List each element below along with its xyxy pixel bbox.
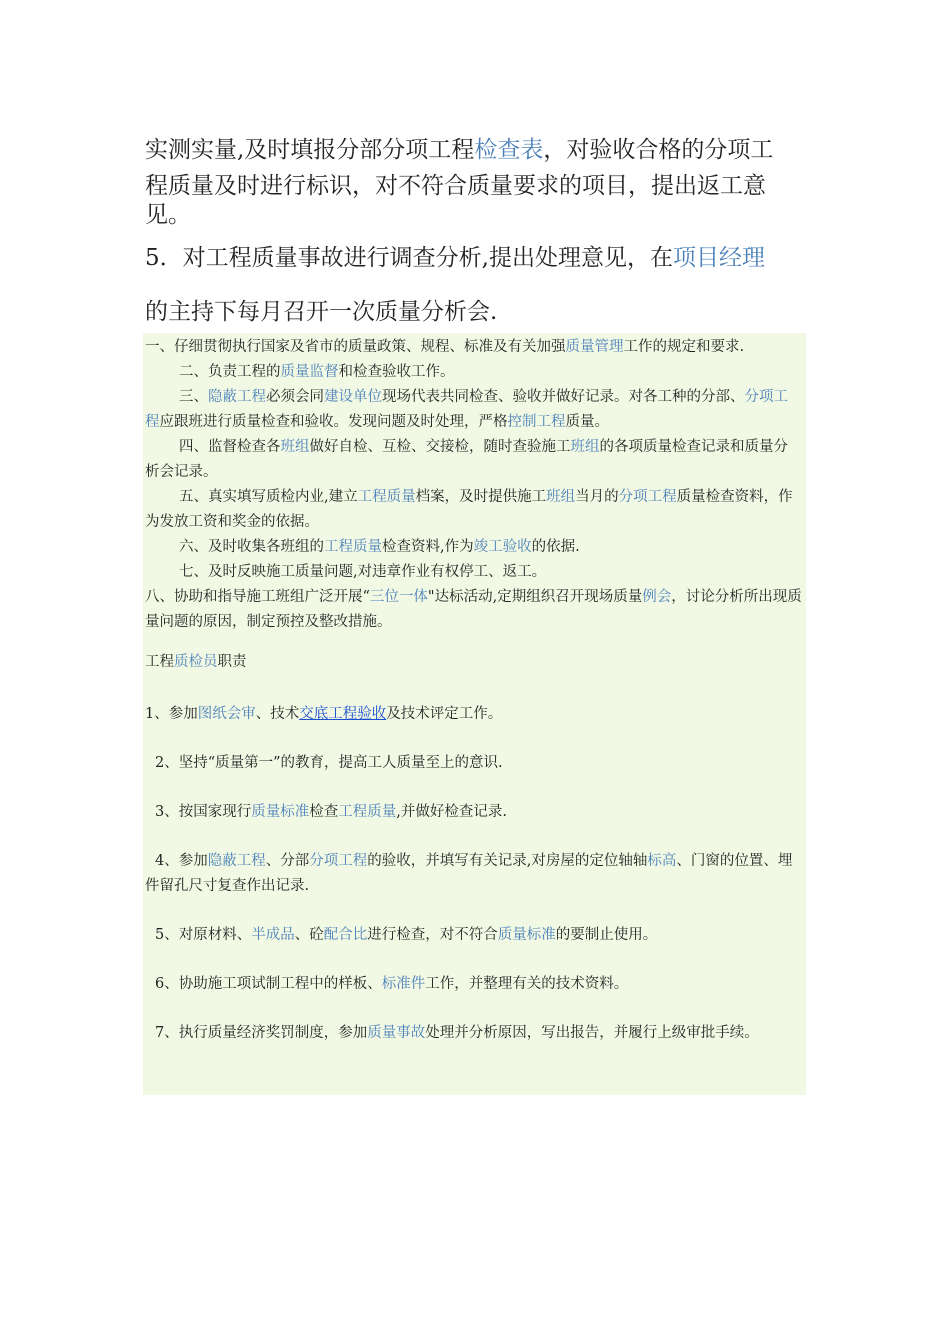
link-project-manager[interactable]: 项目经理 bbox=[672, 245, 765, 271]
resp-item-5: 5、对原材料、半成品、砼配合比进行检查，对不符合质量标准的要制止使用。 bbox=[155, 927, 658, 943]
top-paragraph bbox=[145, 132, 815, 330]
link-sub-item-work[interactable]: 分项工程 bbox=[145, 389, 788, 430]
resp-item-6: 6、协助施工项试制工程中的样板、标准件工作，并整理有关的技术资料。 bbox=[155, 976, 629, 992]
link-construction-unit[interactable]: 建设单位 bbox=[324, 389, 382, 405]
link-quality-standard[interactable]: 质量标准 bbox=[251, 804, 310, 820]
link-three-in-one[interactable]: 三位一体 bbox=[369, 589, 428, 605]
resp-item-4: 4、参加隐蔽工程、分部分项工程的验收，并填写有关记录,对房屋的定位轴轴标高、门窗的位置、埋件留孔尺寸复查作出记录. bbox=[145, 853, 793, 894]
top-line-3: 见。 bbox=[145, 202, 191, 228]
link-regular-meeting[interactable]: 例会 bbox=[642, 589, 672, 605]
link-control[interactable]: 控制 bbox=[507, 414, 537, 430]
link-inspection-form[interactable]: 检查表 bbox=[474, 137, 544, 163]
resp-item-2: 2、坚持“质量第一”的教育，提高工人质量至上的意识. bbox=[155, 755, 503, 771]
link-standard-part[interactable]: 标准件 bbox=[381, 976, 426, 992]
link-team[interactable]: 班组 bbox=[280, 439, 310, 455]
section-title: 工程质检员职责 bbox=[145, 654, 247, 670]
link-project-quality[interactable]: 工程质量 bbox=[324, 539, 382, 555]
link-project-quality[interactable]: 工程质量 bbox=[338, 804, 397, 820]
link-team[interactable]: 班组 bbox=[570, 439, 600, 455]
link-quality-accident[interactable]: 质量事故 bbox=[367, 1025, 426, 1041]
duty-1: 一、仔细贯彻执行国家及省市的质量政策、规程、标准及有关加强质量管理工作的规定和要求. bbox=[145, 339, 745, 355]
link-quality-standard[interactable]: 质量标准 bbox=[497, 927, 556, 943]
link-disclosure[interactable]: 交底 bbox=[299, 706, 329, 722]
link-project[interactable]: 工程 bbox=[536, 414, 566, 430]
resp-item-3: 3、按国家现行质量标准检查工程质量,并做好检查记录. bbox=[155, 804, 507, 820]
duty-2: 二、负责工程的质量监督和检查验收工作。 bbox=[179, 364, 455, 380]
link-sub-item-work[interactable]: 分项工程 bbox=[618, 489, 677, 505]
link-concealed-work[interactable]: 隐蔽工程 bbox=[208, 389, 266, 405]
link-quality-inspector[interactable]: 质检员 bbox=[174, 654, 218, 670]
duty-3: 三、隐蔽工程必须会同建设单位现场代表共同检查、验收并做好记录。对各工种的分部、分项工程应跟班进行质量检查和验收。发现问题及时处理，严格控制工程质量。 bbox=[145, 389, 788, 430]
link-project-quality[interactable]: 工程质量 bbox=[357, 489, 416, 505]
link-elevation[interactable]: 标高 bbox=[647, 853, 677, 869]
duty-4: 四、监督检查各班组做好自检、互检、交接检，随时查验施工班组的各项质量检查记录和质量分析会记录。 bbox=[145, 439, 788, 480]
resp-item-1: 1、参加图纸会审、技术交底工程验收及技术评定工作。 bbox=[145, 706, 503, 722]
duty-6: 六、及时收集各班组的工程质量检查资料,作为竣工验收的依据. bbox=[179, 539, 580, 555]
duty-8: 八、协助和指导施工班组广泛开展“三位一体"达标活动,定期组织召开现场质量例会，讨论分析所出现质量问题的原因，制定预控及整改措施。 bbox=[145, 589, 802, 630]
resp-item-7: 7、执行质量经济奖罚制度，参加质量事故处理并分析原因，写出报告，并履行上级审批手续。 bbox=[155, 1025, 759, 1041]
link-drawing-review[interactable]: 图纸会审 bbox=[197, 706, 256, 722]
duty-5: 五、真实填写质检内业,建立工程质量档案，及时提供施工班组当月的分项工程质量检查资料，作为发放工资和奖金的依据。 bbox=[145, 489, 793, 530]
top-line-1: 实测实量,及时填报分部分项工程检查表，对验收合格的分项工 bbox=[145, 137, 774, 163]
link-concealed-work[interactable]: 隐蔽工程 bbox=[207, 853, 266, 869]
link-quality-supervision[interactable]: 质量监督 bbox=[280, 364, 339, 380]
top-line-4: 5．对工程质量事故进行调查分析,提出处理意见，在项目经理 bbox=[145, 245, 765, 271]
link-completion-acceptance[interactable]: 竣工验收 bbox=[473, 539, 532, 555]
top-line-5: 的主持下每月召开一次质量分析会. bbox=[145, 299, 498, 325]
duties-box bbox=[143, 333, 806, 1095]
top-line-2: 程质量及时进行标识，对不符合质量要求的项目，提出返工意 bbox=[145, 173, 766, 199]
link-semi-finished[interactable]: 半成品 bbox=[251, 927, 295, 943]
link-team[interactable]: 班组 bbox=[546, 489, 576, 505]
link-quality-management[interactable]: 质量管理 bbox=[565, 339, 624, 355]
link-mix-ratio[interactable]: 配合比 bbox=[323, 927, 368, 943]
duty-7: 七、及时反映施工质量问题,对违章作业有权停工、返工。 bbox=[179, 564, 547, 580]
link-project-acceptance[interactable]: 工程验收 bbox=[328, 706, 387, 722]
link-sub-item-work[interactable]: 分项工程 bbox=[309, 853, 368, 869]
